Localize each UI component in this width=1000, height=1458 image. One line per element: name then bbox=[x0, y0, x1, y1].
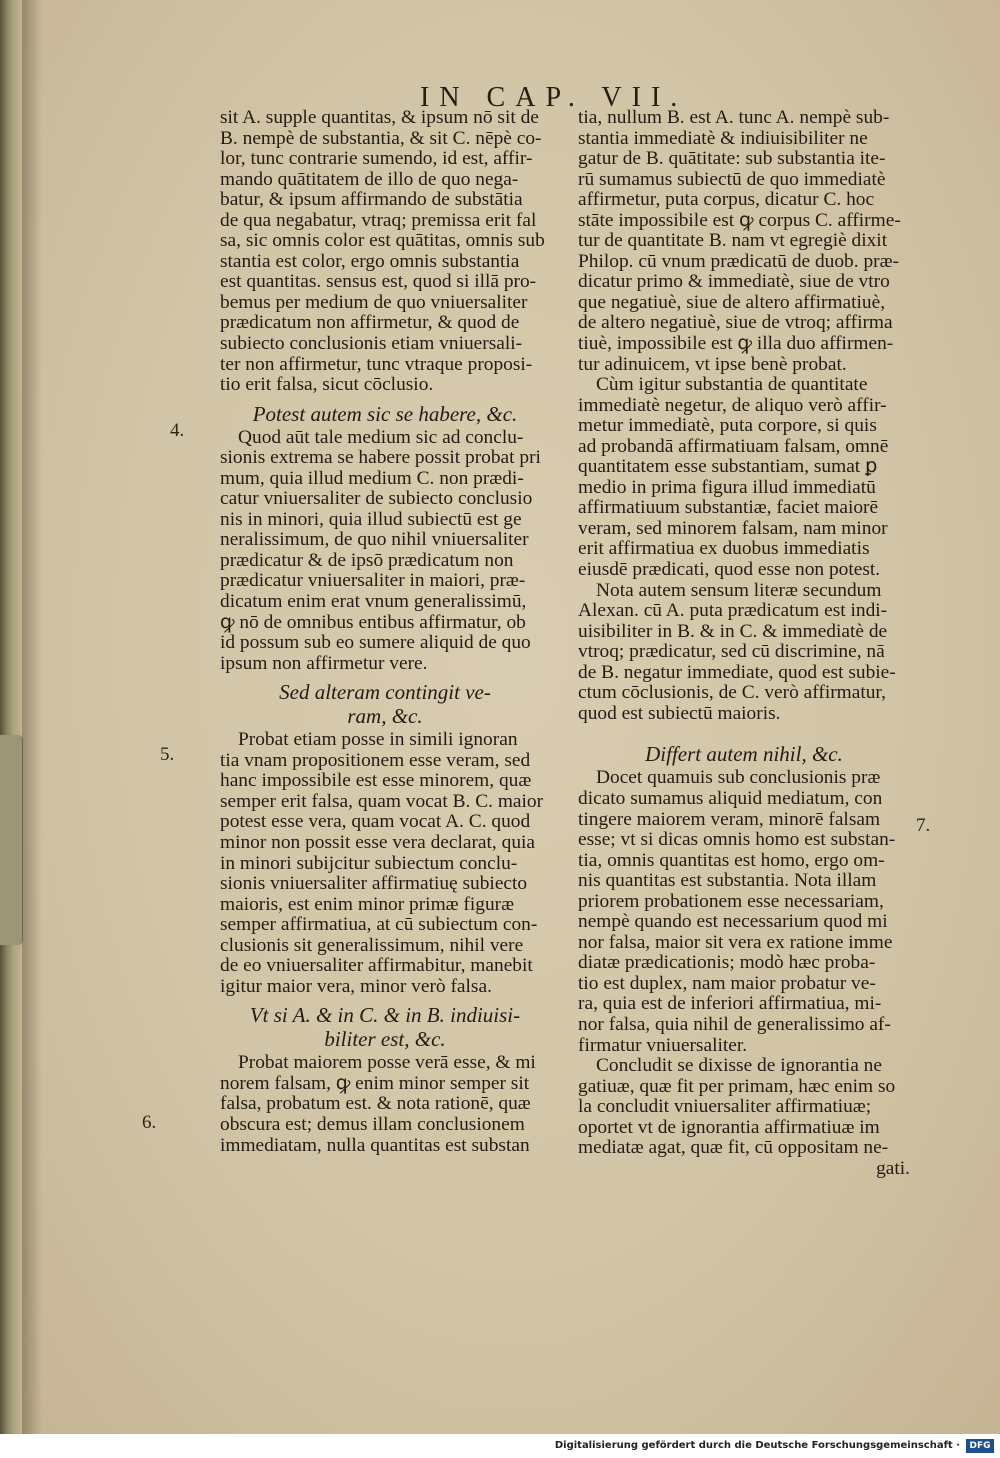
right-text-line: tia, omnis quantitas est homo, ergo om- bbox=[578, 849, 885, 871]
right-text-line: quod est subiectū maioris. bbox=[578, 702, 781, 724]
right-text-line: rū sumamus subiectū de quo immediatè bbox=[578, 168, 886, 190]
right-text-line: nor falsa, quia nihil de generalissimo af- bbox=[578, 1013, 891, 1035]
left-text-line: prædicatur vniuersaliter in maiori, præ- bbox=[220, 570, 526, 592]
right-text-line: dicatur primo & immediatè, siue de vtro bbox=[578, 271, 890, 293]
left-text-line: bemus per medium de quo vniuersaliter bbox=[220, 291, 528, 313]
left-text-line: falsa, probatum est. & nota rationē, quæ bbox=[220, 1093, 531, 1115]
left-text-line: sa, sic omnis color est quātitas, omnis sub bbox=[220, 230, 545, 252]
left-text-line: Probat maiorem posse verā esse, & mi bbox=[238, 1052, 536, 1074]
right-text-line: de B. negatur immediate, quod est subie- bbox=[578, 661, 896, 683]
left-text-line: mando quātitatem de illo de quo nega- bbox=[220, 168, 519, 190]
left-text-line: igitur maior vera, minor verò falsa. bbox=[220, 975, 492, 997]
left-text-line: de eo vniuersaliter affirmabitur, manebit bbox=[220, 955, 533, 977]
left-text-line: prædicatum non affirmetur, & quod de bbox=[220, 312, 520, 334]
left-text-line: subiecto conclusionis etiam vniuersali- bbox=[220, 333, 523, 355]
right-text-line: Nota autem sensum literæ secundum bbox=[596, 579, 882, 601]
left-section-heading: Sed alteram contingit ve- bbox=[279, 680, 491, 705]
left-text-line: maioris, est enim minor primæ figuræ bbox=[220, 893, 515, 915]
page-clip-tab bbox=[0, 735, 23, 945]
left-text-line: sionis extrema se habere possit probat pri bbox=[220, 447, 541, 469]
right-text-line: ad probandā affirmatiuam falsam, omnē bbox=[578, 435, 889, 457]
left-text-line: catur vniuersaliter de subiecto conclusio bbox=[220, 488, 533, 510]
right-text-line: gatiuæ, quæ fit per primam, hæc enim so bbox=[578, 1075, 896, 1097]
left-text-line: ter non affirmetur, tunc vtraque proposi- bbox=[220, 353, 533, 375]
right-text-line: affirmetur, puta corpus, dicatur C. hoc bbox=[578, 189, 875, 211]
left-text-line: prædicatur & de ipsō prædicatum non bbox=[220, 549, 514, 571]
left-text-line: immediatam, nulla quantitas est substan bbox=[220, 1134, 530, 1156]
running-head: IN CAP. VII. bbox=[420, 82, 688, 113]
right-text-line: mediatæ agat, quæ fit, cū oppositam ne- bbox=[578, 1137, 889, 1159]
right-spacer bbox=[578, 724, 910, 736]
right-text-line: tiuè, impossibile est ꝙ illa duo affirmen- bbox=[578, 333, 894, 355]
left-text-line: ipsum non affirmetur vere. bbox=[220, 652, 428, 674]
left-text-line: hanc impossibile est esse minorem, quæ bbox=[220, 770, 532, 792]
left-text-line: norem falsam, ꝙ enim minor semper sit bbox=[220, 1072, 530, 1094]
right-text-line: stantia immediatè & indiuisibiliter ne bbox=[578, 127, 868, 149]
right-text-line: Concludit se dixisse de ignorantia ne bbox=[596, 1055, 882, 1077]
left-text-line: Probat etiam posse in simili ignoran bbox=[238, 729, 518, 751]
right-text-line: la concludit vniuersaliter affirmatiuæ; bbox=[578, 1096, 872, 1118]
right-text-line: Cùm igitur substantia de quantitate bbox=[596, 374, 868, 396]
left-section-heading: ram, &c. bbox=[347, 704, 423, 729]
left-text-column bbox=[220, 108, 550, 1156]
left-text-line: neralissimum, de quo nihil vniuersaliter bbox=[220, 529, 529, 551]
margin-number-7: 7. bbox=[916, 815, 931, 836]
left-text-line: obscura est; demus illam conclusionem bbox=[220, 1113, 525, 1135]
right-text-line: diatæ prædicationis; modò hæc proba- bbox=[578, 952, 876, 974]
left-text-line: semper erit falsa, quam vocat B. C. maior bbox=[220, 790, 544, 812]
gutter-shadow bbox=[22, 0, 42, 1434]
right-section-heading: Differt autem nihil, &c. bbox=[645, 742, 843, 767]
right-text-line: quantitatem esse substantiam, sumat ꝑ bbox=[578, 456, 878, 478]
right-text-line: de altero negatiuè, siue de vtroq; affirma bbox=[578, 312, 893, 334]
right-text-line: gatur de B. quātitate: sub substantia ite- bbox=[578, 148, 886, 170]
left-text-line: B. nempè de substantia, & sit C. nēpè co- bbox=[220, 127, 542, 149]
left-text-line: tia vnam propositionem esse veram, sed bbox=[220, 749, 531, 771]
left-text-line: ꝙ nō de omnibus entibus affirmatur, ob bbox=[220, 611, 526, 633]
left-section-heading: biliter est, &c. bbox=[324, 1027, 446, 1052]
left-text-line: sit A. supple quantitas, & ipsum nō sit de bbox=[220, 107, 539, 128]
footer-bar bbox=[0, 1434, 1000, 1458]
right-text-line: Docet quamuis sub conclusionis præ bbox=[596, 767, 881, 789]
right-text-line: esse; vt si dicas omnis homo est substan- bbox=[578, 829, 896, 851]
left-text-line: id possum sub eo sumere aliquid de quo bbox=[220, 632, 531, 654]
left-text-line: minor non possit esse vera declarat, quia bbox=[220, 831, 536, 853]
right-text-line: nempè quando est necessarium quod mi bbox=[578, 911, 888, 933]
left-text-line: sionis vniuersaliter affirmatiuę subiecto bbox=[220, 873, 528, 895]
right-text-line: que negatiuè, siue de altero affirmatiuè, bbox=[578, 291, 886, 313]
right-text-line: tio est duplex, nam maior probatur ve- bbox=[578, 972, 876, 994]
left-text-line: nis in minori, quia illud subiectū est ge bbox=[220, 508, 522, 530]
margin-number-5: 5. bbox=[160, 744, 175, 765]
right-text-line: tur adinuicem, vt ipse benè probat. bbox=[578, 353, 847, 375]
left-text-line: potest esse vera, quam vocat A. C. quod bbox=[220, 811, 531, 833]
margin-number-4: 4. bbox=[170, 420, 185, 441]
left-text-line: est quantitas. sensus est, quod si illā pro- bbox=[220, 271, 537, 293]
right-text-line: ctum cōclusionis, de C. verò affirmatur, bbox=[578, 682, 886, 704]
left-text-line: stantia est color, ergo omnis substantia bbox=[220, 250, 520, 272]
right-text-line: tia, nullum B. est A. tunc A. nempè sub- bbox=[578, 107, 890, 128]
left-text-line: de qua negabatur, vtraq; premissa erit fal bbox=[220, 209, 537, 231]
left-text-line: mum, quia illud medium C. non prædi- bbox=[220, 467, 524, 489]
margin-number-6: 6. bbox=[142, 1112, 157, 1133]
right-text-line: dicato sumamus aliquid mediatum, con bbox=[578, 787, 883, 809]
right-text-column bbox=[578, 108, 910, 1179]
left-section-heading: Vt si A. & in C. & in B. indiuisi- bbox=[249, 1003, 521, 1028]
left-section-heading: Potest autem sic se habere, &c. bbox=[252, 401, 518, 426]
right-text-line: nis quantitas est substantia. Nota illam bbox=[578, 870, 877, 892]
right-text-line: ra, quia est de inferiori affirmatiua, mi- bbox=[578, 993, 882, 1015]
book-binding bbox=[0, 0, 22, 1434]
right-text-line: uisibiliter in B. & in C. & immediatè de bbox=[578, 620, 888, 642]
right-text-line: Alexan. cū A. puta prædicatum est indi- bbox=[578, 600, 888, 622]
footer-credit: Digitalisierung gefördert durch die Deutsche Forschungsgemeinschaft · bbox=[554, 1440, 960, 1451]
right-text-line: immediatè negetur, de aliquo verò affir- bbox=[578, 394, 887, 416]
right-text-line: oportet vt de ignorantia affirmatiuæ im bbox=[578, 1116, 880, 1138]
right-text-line: affirmatiuum substantiæ, faciet maiorē bbox=[578, 497, 879, 519]
left-text-line: semper affirmatiua, at cū subiectum con- bbox=[220, 914, 538, 936]
left-text-line: tio erit falsa, sicut cōclusio. bbox=[220, 374, 434, 396]
left-text-line: dicatum enim erat vnum generalissimū, bbox=[220, 591, 527, 613]
right-text-line: Philop. cū vnum prædicatū de duob. præ- bbox=[578, 250, 899, 272]
right-text-line: tur de quantitate B. nam vt egregiè dixit bbox=[578, 230, 888, 252]
left-text-line: lor, tunc contrarie sumendo, id est, affir- bbox=[220, 148, 533, 170]
left-text-line: batur, & ipsum affirmando de substātia bbox=[220, 189, 523, 211]
left-text-line: clusionis sit generalissimum, nihil vere bbox=[220, 934, 524, 956]
right-text-line: stāte impossibile est ꝙ corpus C. affirme- bbox=[578, 209, 901, 231]
right-text-line: priorem probationem esse necessariam, bbox=[578, 890, 884, 912]
left-text-line: Quod aūt tale medium sic ad conclu- bbox=[238, 426, 524, 448]
left-text-line: in minori subijcitur subiectum conclu- bbox=[220, 852, 518, 874]
right-text-line: veram, sed minorem falsam, nam minor bbox=[578, 517, 888, 539]
right-text-line: medio in prima figura illud immediatū bbox=[578, 476, 876, 498]
right-text-line: eiusdē prædicati, quod esse non potest. bbox=[578, 559, 881, 581]
right-text-line: tingere maiorem veram, minorē falsam bbox=[578, 808, 881, 830]
right-text-line: firmatur vniuersaliter. bbox=[578, 1034, 748, 1056]
dfg-logo: DFG bbox=[966, 1439, 994, 1453]
right-text-line: nor falsa, maior sit vera ex ratione imme bbox=[578, 931, 893, 953]
right-text-line: gati. bbox=[876, 1157, 910, 1179]
right-text-line: metur immediatè, puta corpore, si quis bbox=[578, 415, 877, 437]
right-text-line: vtroq; prædicatur, sed cū discrimine, nā bbox=[578, 641, 885, 663]
right-text-line: erit affirmatiua ex duobus immediatis bbox=[578, 538, 870, 560]
